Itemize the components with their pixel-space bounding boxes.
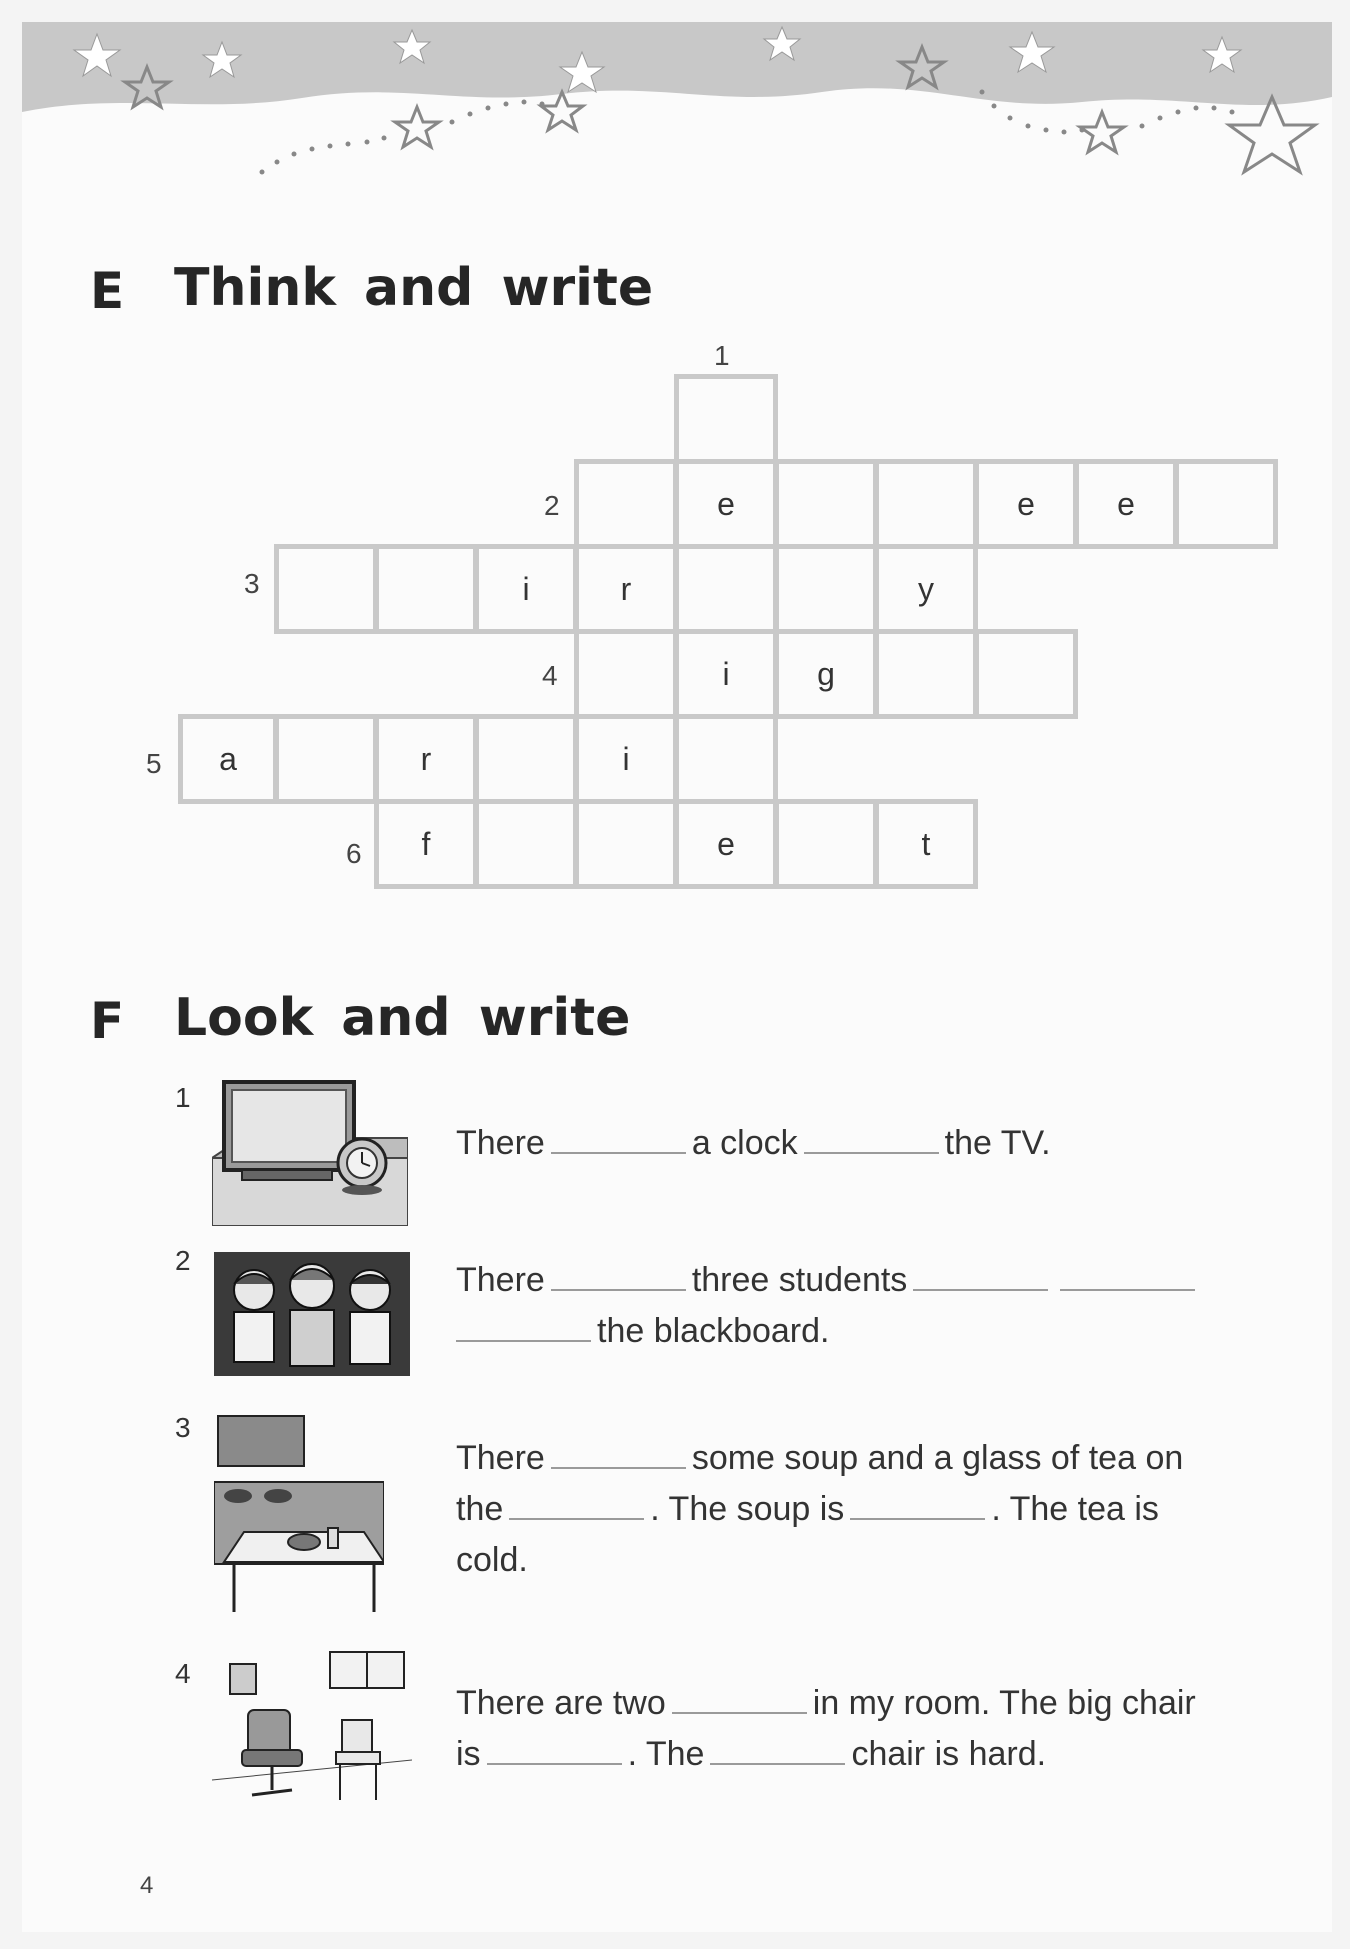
glass-icon <box>328 1528 338 1548</box>
answer-blank[interactable] <box>456 1310 591 1342</box>
crossword-cell[interactable] <box>774 459 878 549</box>
clue-number-1: 1 <box>714 340 730 371</box>
crossword-cell[interactable] <box>674 374 778 464</box>
answer-blank[interactable] <box>551 1259 686 1291</box>
section-e-letter: E <box>90 262 125 320</box>
crossword-cell[interactable] <box>374 544 478 634</box>
answer-blank[interactable] <box>850 1488 985 1520</box>
item-number-1: 1 <box>175 1082 191 1113</box>
item-2-sentence: There three students the blackboard. <box>456 1255 1296 1357</box>
crossword-cell[interactable] <box>874 459 978 549</box>
room-chairs-picture <box>212 1650 412 1810</box>
answer-blank[interactable] <box>551 1437 686 1469</box>
star-banner <box>22 22 1332 212</box>
crossword-cell[interactable] <box>1174 459 1278 549</box>
item-number-2: 2 <box>175 1245 191 1276</box>
crossword-cell[interactable]: i <box>574 714 678 804</box>
crossword-cell[interactable] <box>474 799 578 889</box>
answer-blank[interactable] <box>913 1259 1048 1291</box>
crossword-cell[interactable] <box>774 544 878 634</box>
item-3-sentence: There some soup and a glass of tea on the . The soup is . The tea is cold. <box>456 1439 1184 1579</box>
crossword-cell[interactable]: e <box>974 459 1078 549</box>
answer-blank[interactable] <box>804 1122 939 1154</box>
crossword-cell[interactable] <box>874 629 978 719</box>
clue-number-2: 2 <box>544 490 560 521</box>
soup-bowl-icon <box>288 1534 320 1550</box>
crossword-cell[interactable] <box>674 544 778 634</box>
star-outline-icon <box>395 107 439 147</box>
answer-blank[interactable] <box>551 1122 686 1154</box>
answer-blank[interactable] <box>672 1682 807 1714</box>
crossword-cell[interactable]: e <box>674 459 778 549</box>
crossword-cell[interactable]: i <box>474 544 578 634</box>
star-outline-icon <box>541 92 583 130</box>
clue-number-3: 3 <box>244 568 260 599</box>
answer-blank[interactable] <box>710 1733 845 1765</box>
section-f-letter: F <box>90 992 125 1050</box>
crossword-cell[interactable] <box>774 799 878 889</box>
answer-blank[interactable] <box>509 1488 644 1520</box>
student-figure <box>350 1270 390 1364</box>
crossword-cell[interactable] <box>674 714 778 804</box>
big-chair-icon <box>242 1710 302 1795</box>
item-number-4: 4 <box>175 1658 191 1689</box>
small-chair-icon <box>336 1720 380 1800</box>
section-f-title: Look and write <box>174 988 631 1048</box>
crossword-cell[interactable]: r <box>374 714 478 804</box>
crossword-cell[interactable]: f <box>374 799 478 889</box>
star-outline-icon <box>1229 97 1315 172</box>
crossword-cell[interactable]: i <box>674 629 778 719</box>
page-number: 4 <box>140 1872 154 1899</box>
tv-clock-picture <box>212 1078 408 1226</box>
crossword-cell[interactable]: g <box>774 629 878 719</box>
answer-blank[interactable] <box>1060 1259 1195 1291</box>
clue-number-6: 6 <box>346 838 362 869</box>
item-number-3: 3 <box>175 1412 191 1443</box>
crossword-cell[interactable]: a <box>178 714 278 804</box>
answer-blank[interactable] <box>487 1733 622 1765</box>
students-picture <box>214 1252 410 1376</box>
clue-number-5: 5 <box>146 748 162 779</box>
crossword-cell[interactable] <box>574 629 678 719</box>
crossword-cell[interactable] <box>574 459 678 549</box>
crossword-cell[interactable] <box>974 629 1078 719</box>
student-figure <box>234 1270 274 1362</box>
crossword-cell[interactable] <box>474 714 578 804</box>
crossword-cell[interactable]: t <box>874 799 978 889</box>
crossword-cell[interactable]: e <box>674 799 778 889</box>
section-e-title: Think and write <box>174 258 654 318</box>
crossword-cell[interactable] <box>274 544 378 634</box>
student-figure <box>290 1264 334 1366</box>
crossword-cell[interactable]: r <box>574 544 678 634</box>
crossword-cell[interactable] <box>274 714 378 804</box>
crossword-cell[interactable]: e <box>1074 459 1178 549</box>
crossword-cell[interactable]: y <box>874 544 978 634</box>
clue-number-4: 4 <box>542 660 558 691</box>
kitchen-table-picture <box>214 1412 384 1614</box>
star-outline-icon <box>1080 112 1124 152</box>
crossword-cell[interactable] <box>574 799 678 889</box>
item-1-sentence: There a clock the TV. <box>456 1124 1051 1162</box>
item-4-sentence: There are two in my room. The big chair is . The chair is hard. <box>456 1684 1196 1773</box>
